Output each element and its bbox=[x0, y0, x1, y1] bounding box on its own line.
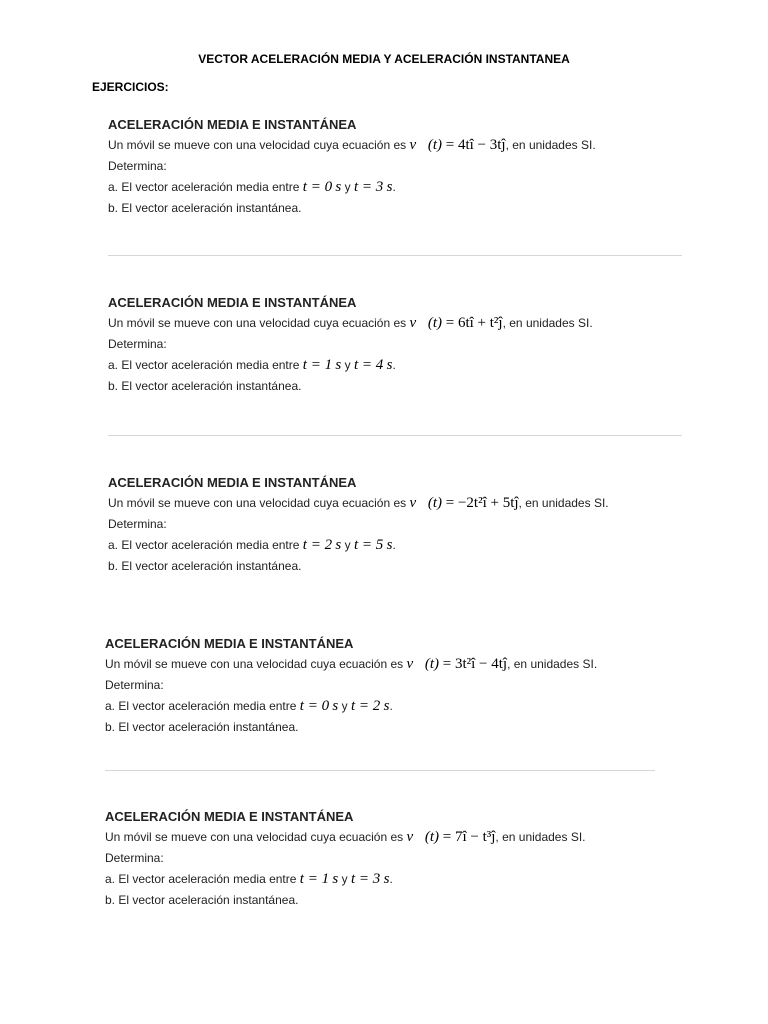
exercise-card-1 bbox=[108, 114, 728, 219]
exercise-prompt: Determina: bbox=[108, 337, 167, 351]
divider bbox=[108, 255, 682, 256]
exercise-part-b: b. El vector aceleración instantánea. bbox=[108, 379, 302, 393]
time-unit: s bbox=[386, 357, 393, 373]
exercise-title: ACELERACIÓN MEDIA E INSTANTÁNEA bbox=[105, 809, 354, 824]
velocity-equation bbox=[407, 656, 508, 672]
time-start: t = 0 bbox=[302, 179, 333, 195]
statement-prefix: Un móvil se mueve con una velocidad cuya ecuación es bbox=[108, 316, 407, 330]
divider bbox=[108, 435, 682, 436]
exercise-part-b: b. El vector aceleración instantánea. bbox=[105, 720, 299, 734]
time-start: t = 1 bbox=[299, 871, 330, 887]
equation-lhs: v⃗(t) bbox=[406, 829, 439, 845]
time-unit: s bbox=[335, 179, 342, 195]
connector: y bbox=[344, 358, 351, 372]
exercise-part-b: b. El vector aceleración instantánea. bbox=[108, 201, 302, 215]
part-a-prefix: a. El vector aceleración media entre bbox=[108, 180, 300, 194]
time-end: t = 3 bbox=[350, 871, 381, 887]
exercise-title: ACELERACIÓN MEDIA E INSTANTÁNEA bbox=[108, 295, 357, 310]
statement-suffix: , en unidades SI. bbox=[502, 316, 593, 330]
exercise-card-2 bbox=[108, 292, 728, 397]
exercise-statement bbox=[105, 654, 725, 675]
exercise-part-a: a. El vector aceleración media entre t = 0 s y t = 3 s. bbox=[108, 179, 396, 195]
exercise-part-b: b. El vector aceleración instantánea. bbox=[108, 559, 302, 573]
statement-suffix: , en unidades SI. bbox=[507, 657, 598, 671]
equation-rhs: = 6tî + t²ĵ bbox=[445, 315, 503, 331]
divider bbox=[105, 770, 655, 771]
time-end: t = 3 bbox=[353, 179, 384, 195]
time-start: t = 2 bbox=[302, 537, 333, 553]
part-a-prefix: a. El vector aceleración media entre bbox=[105, 872, 297, 886]
time-unit: s bbox=[335, 537, 342, 553]
time-end: t = 2 bbox=[350, 698, 381, 714]
connector: y bbox=[344, 538, 351, 552]
time-unit: s bbox=[335, 357, 342, 373]
velocity-equation bbox=[410, 137, 506, 153]
exercise-title: ACELERACIÓN MEDIA E INSTANTÁNEA bbox=[108, 475, 357, 490]
time-unit: s bbox=[383, 871, 390, 887]
statement-prefix: Un móvil se mueve con una velocidad cuya ecuación es bbox=[105, 657, 404, 671]
time-unit: s bbox=[383, 698, 390, 714]
exercise-part-a: a. El vector aceleración media entre t = 1 s y t = 3 s. bbox=[105, 871, 393, 887]
exercise-card-3 bbox=[108, 472, 728, 577]
velocity-equation bbox=[410, 315, 503, 331]
exercise-part-a: a. El vector aceleración media entre t = 1 s y t = 4 s. bbox=[108, 357, 396, 373]
page-title: VECTOR ACELERACIÓN MEDIA Y ACELERACIÓN INSTANTANEA bbox=[198, 52, 570, 66]
exercise-card-5 bbox=[105, 806, 725, 911]
time-unit: s bbox=[386, 179, 393, 195]
exercise-part-a: a. El vector aceleración media entre t = 2 s y t = 5 s. bbox=[108, 537, 396, 553]
velocity-equation bbox=[410, 495, 519, 511]
time-end: t = 5 bbox=[353, 537, 384, 553]
exercise-part-b: b. El vector aceleración instantánea. bbox=[105, 893, 299, 907]
time-start: t = 0 bbox=[299, 698, 330, 714]
part-a-prefix: a. El vector aceleración media entre bbox=[108, 538, 300, 552]
time-unit: s bbox=[332, 698, 339, 714]
statement-suffix: , en unidades SI. bbox=[518, 496, 609, 510]
statement-prefix: Un móvil se mueve con una velocidad cuya ecuación es bbox=[105, 830, 404, 844]
section-label: EJERCICIOS: bbox=[92, 80, 169, 94]
equation-rhs: = 4tî − 3tĵ bbox=[445, 137, 506, 153]
statement-prefix: Un móvil se mueve con una velocidad cuya ecuación es bbox=[108, 496, 407, 510]
exercise-prompt: Determina: bbox=[108, 517, 167, 531]
connector: y bbox=[341, 699, 348, 713]
exercise-card-4 bbox=[105, 633, 725, 738]
statement-suffix: , en unidades SI. bbox=[505, 138, 596, 152]
equation-lhs: v⃗(t) bbox=[409, 495, 442, 511]
connector: y bbox=[341, 872, 348, 886]
part-a-prefix: a. El vector aceleración media entre bbox=[108, 358, 300, 372]
exercise-statement bbox=[108, 135, 728, 156]
exercise-title: ACELERACIÓN MEDIA E INSTANTÁNEA bbox=[108, 117, 357, 132]
statement-suffix: , en unidades SI. bbox=[495, 830, 586, 844]
equation-lhs: v⃗(t) bbox=[409, 137, 442, 153]
velocity-equation bbox=[407, 829, 496, 845]
time-end: t = 4 bbox=[353, 357, 384, 373]
equation-rhs: = 7î − t³ĵ bbox=[442, 829, 496, 845]
exercise-statement bbox=[105, 827, 725, 848]
part-a-prefix: a. El vector aceleración media entre bbox=[105, 699, 297, 713]
equation-lhs: v⃗(t) bbox=[409, 315, 442, 331]
equation-lhs: v⃗(t) bbox=[406, 656, 439, 672]
equation-rhs: = 3t²î − 4tĵ bbox=[442, 656, 508, 672]
exercise-prompt: Determina: bbox=[108, 159, 167, 173]
exercise-statement bbox=[108, 493, 728, 514]
exercise-prompt: Determina: bbox=[105, 678, 164, 692]
time-unit: s bbox=[386, 537, 393, 553]
statement-prefix: Un móvil se mueve con una velocidad cuya ecuación es bbox=[108, 138, 407, 152]
exercise-statement bbox=[108, 313, 728, 334]
exercise-title: ACELERACIÓN MEDIA E INSTANTÁNEA bbox=[105, 636, 354, 651]
exercise-part-a: a. El vector aceleración media entre t = 0 s y t = 2 s. bbox=[105, 698, 393, 714]
exercise-prompt: Determina: bbox=[105, 851, 164, 865]
connector: y bbox=[344, 180, 351, 194]
time-start: t = 1 bbox=[302, 357, 333, 373]
time-unit: s bbox=[332, 871, 339, 887]
equation-rhs: = −2t²î + 5tĵ bbox=[445, 495, 519, 511]
